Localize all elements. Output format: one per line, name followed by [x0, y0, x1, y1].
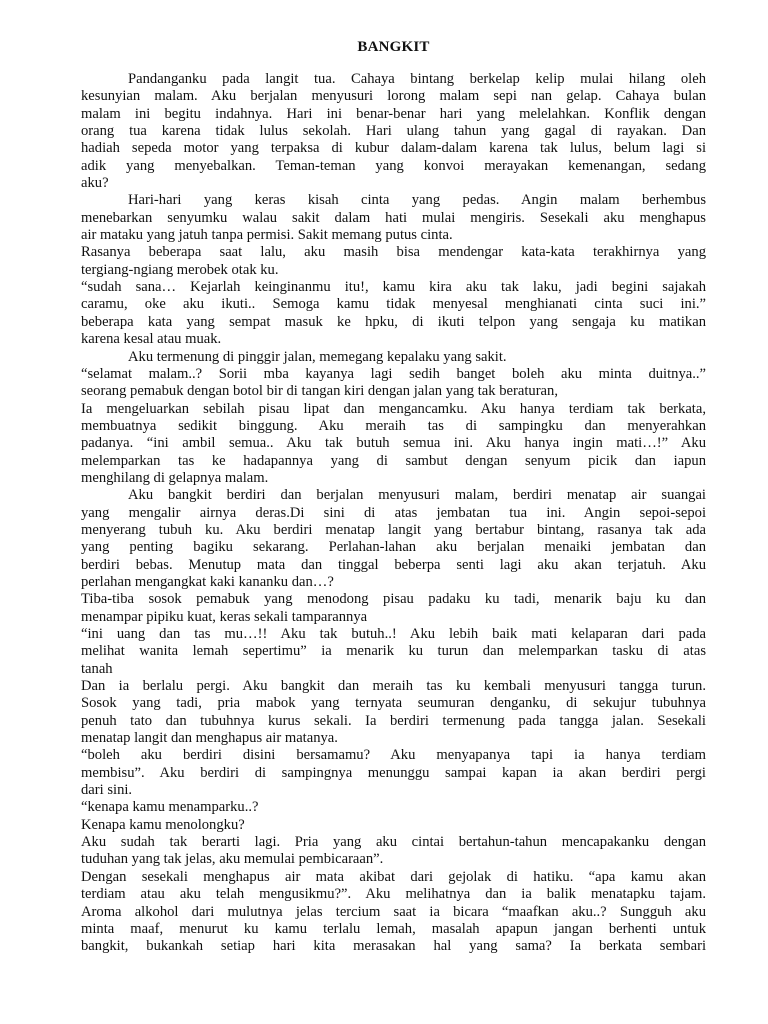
text-line: Rasanya beberapa saat lalu, aku masih bisa mendengar kata-kata terakhirnya yang	[81, 244, 706, 261]
text-line: membuatnya sedikit binggung. Aku meraih tas di sampingku dan menyerahkan	[81, 417, 706, 434]
text-line: membisu”. Aku berdiri di sampingnya menunggu sampai kapan ia akan berdiri pergi	[81, 764, 706, 781]
text-line: Ia mengeluarkan sebilah pisau lipat dan mengancamku. Aku hanya terdiam tak berkata,	[81, 400, 706, 417]
text-line: perlahan mengangkat kaki kananku dan…?	[81, 573, 334, 590]
text-line: caramu, oke aku ikuti.. Semoga kamu tidak menyesal menghianati cinta suci ini.”	[81, 296, 706, 313]
text-line: menampar pipiku kuat, keras sekali tamparannya	[81, 608, 368, 625]
text-line: melemparkan tas ke hadapannya yang di sambut dengan senyum picik dan iapun	[81, 452, 706, 469]
text-line: Tiba-tiba sosok pemabuk yang menodong pisau padaku ku tadi, menarik baju ku dan	[81, 591, 706, 608]
text-line: hadiah sepeda motor yang terpaksa di kubur dalam-dalam karena tak lulus, belum lagi si	[81, 140, 706, 157]
text-line: adik yang menyebalkan. Teman-teman yang konvoi merayakan kemenangan, sedang	[81, 157, 706, 174]
text-line: Hari-hari yang keras kisah cinta yang pedas. Angin malam berhembus	[128, 192, 706, 209]
document-body	[81, 71, 706, 956]
text-line: “kenapa kamu menamparku..?	[81, 799, 259, 816]
text-line: aku?	[81, 175, 109, 192]
text-line: menyerang tubuh ku. Aku berdiri menatap langit yang bertabur bintang, rasanya tak ada	[81, 521, 706, 538]
text-line: tergiang-ngiang merobek otak ku.	[81, 261, 279, 278]
text-line: “ini uang dan tas mu…!! Aku tak butuh..! Aku lebih baik mati kelaparan dari pada	[81, 626, 706, 642]
text-line: tanah	[81, 660, 113, 677]
document-page	[81, 38, 706, 956]
text-line: padanya. “ini ambil semua.. Aku tak butuh semua ini. Aku hanya ingin mati…!” Aku	[81, 435, 706, 452]
text-line: Pandanganku pada langit tua. Cahaya bintang berkelap kelip mulai hilang oleh	[128, 71, 706, 87]
text-line: dari sini.	[81, 782, 133, 799]
text-line: kesunyian malam. Aku berjalan menyusuri lorong malam sepi nan gelap. Cahaya bulan	[81, 88, 706, 105]
text-line: menebarkan senyumku walau sakit dalam hati mulai mengiris. Sesekali aku menghapus	[81, 209, 706, 226]
document-title: BANGKIT	[357, 39, 430, 55]
text-line: Dengan sesekali menghapus air mata akibat dari gejolak di hatiku. “apa kamu akan	[81, 868, 706, 885]
text-line: terdiam atau aku telah mengusikmu?”. Aku melihatnya dan ia balik menatapku tajam.	[81, 886, 706, 903]
text-line: orang tua karena tidak lulus sekolah. Hari ulang tahun yang gagal di rayakan. Dan	[81, 123, 706, 140]
text-line: Aku sudah tak berarti lagi. Pria yang aku cintai bertahun-tahun mencapakanku dengan	[81, 834, 706, 851]
text-line: Aroma alkohol dari mulutnya jelas tercium saat ia bicara “maafkan aku..? Sungguh aku	[81, 903, 706, 920]
text-line: seorang pemabuk dengan botol bir di tangan kiri dengan jalan yang tak beraturan,	[81, 383, 558, 400]
text-line: tuduhan yang tak jelas, aku memulai pembicaraan”.	[81, 851, 384, 868]
text-line: yang penting bagiku sekarang. Perlahan-lahan aku berjalan menaiki jembatan dan	[81, 539, 706, 556]
text-line: berdiri bebas. Menutup mata dan tinggal beberpa senti lagi aku akan terjatuh. Aku	[81, 556, 706, 573]
text-line: “selamat malam..? Sorii mba kayanya lagi sedih banget boleh aku minta duitnya..”	[81, 365, 706, 382]
text-line: Aku bangkit berdiri dan berjalan menyusuri malam, berdiri menatap air suangai	[128, 487, 706, 504]
text-line: Aku termenung di pinggir jalan, memegang kepalaku yang sakit.	[128, 348, 507, 365]
text-line: menatap langit dan menghapus air matanya.	[81, 730, 338, 747]
text-line: yang mengalir airnya deras.Di sini di atas jembatan tua ini. Angin sepoi-sepoi	[81, 504, 706, 521]
text-line: “boleh aku berdiri disini bersamamu? Aku menyapanya tapi ia hanya terdiam	[81, 747, 706, 764]
text-line: menghilang di gelapnya malam.	[81, 469, 269, 486]
text-line: bangkit, bukankah setiap hari kita merasakan hal yang sama? Ia berkata sembari	[81, 938, 706, 955]
text-line: malam ini begitu indahnya. Hari ini benar-benar hari yang melelahkan. Konflik dengan	[81, 105, 706, 122]
text-line: minta maaf, menurut ku kamu terlalu lemah, masalah apapun jangan berhenti untuk	[81, 920, 706, 937]
text-line: penuh tato dan tubuhnya kurus sekali. Ia berdiri termenung pada tangga jalan. Sesekali	[81, 712, 706, 729]
text-line: beberapa kata yang sempat masuk ke hpku, di ikuti telpon yang sengaja ku matikan	[81, 313, 706, 330]
text-line: Kenapa kamu menolongku?	[81, 816, 245, 833]
text-line: Sosok yang tadi, pria mabok yang ternyata seumuran denganku, di sekujur tubuhnya	[81, 695, 706, 712]
text-line: air mataku yang jatuh tanpa permisi. Sakit memang putus cinta.	[81, 227, 453, 244]
text-line: “sudah sana… Kejarlah keinginanmu itu!, kamu kira aku tak laku, jadi begini sajakah	[81, 279, 706, 296]
text-line: Dan ia berlalu pergi. Aku bangkit dan meraih tas ku kembali menyusuri tangga turun.	[81, 678, 706, 695]
text-line: karena kesal atau muak.	[81, 331, 222, 348]
text-line: melihat wanita lemah sepertimu” ia menarik ku turun dan melemparkan tasku di atas	[81, 643, 706, 660]
